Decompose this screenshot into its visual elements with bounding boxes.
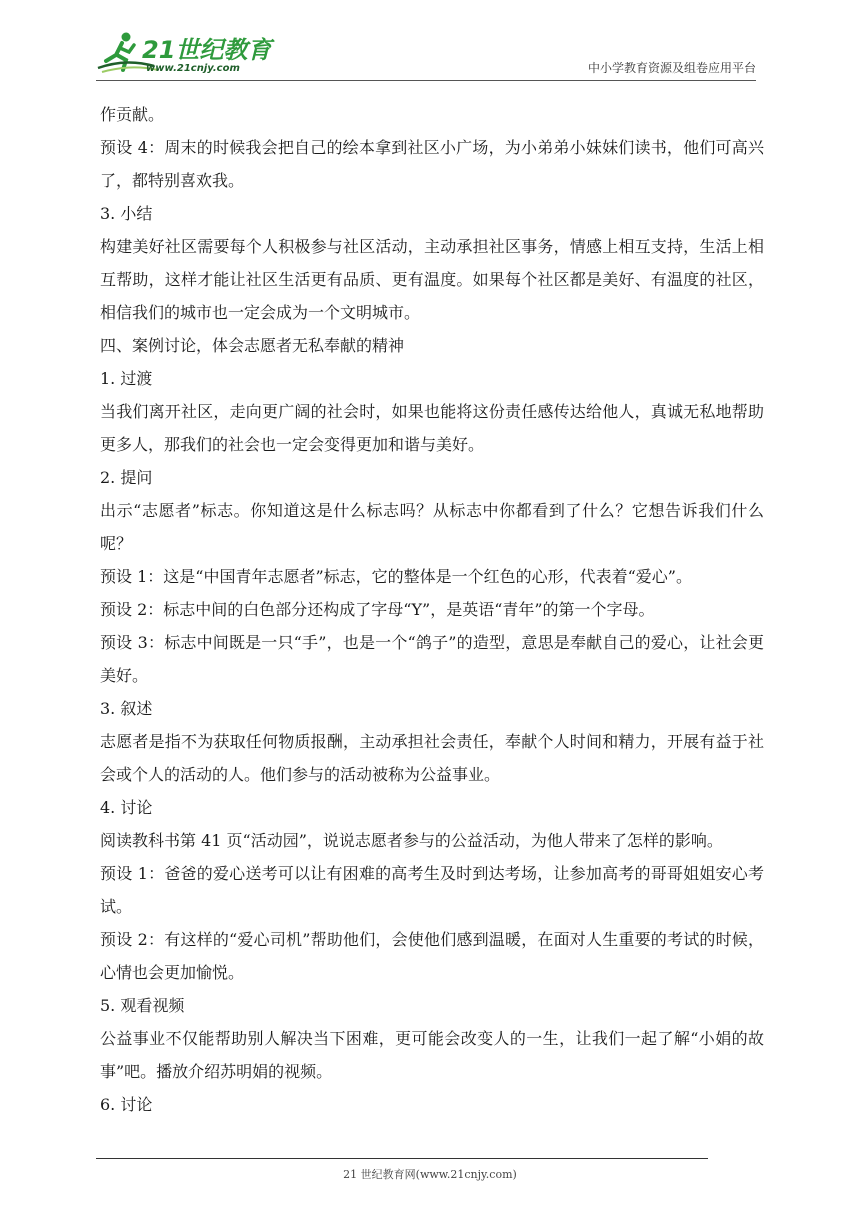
paragraph: 阅读教科书第 41 页“活动园”，说说志愿者参与的公益活动，为他人带来了怎样的影响。	[100, 831, 723, 850]
section-heading: 2. 提问	[100, 468, 153, 487]
header-divider	[96, 80, 756, 81]
paragraph: 预设 4：周末的时候我会把自己的绘本拿到社区小广场，为小弟弟小妹妹们读书，他们可高兴了，都特别喜欢我。	[100, 138, 764, 190]
paragraph: 预设 2：标志中间的白色部分还构成了字母“Y”，是英语“青年”的第一个字母。	[100, 600, 655, 619]
paragraph: 预设 3：标志中间既是一只“手”，也是一个“鸽子”的造型，意思是奉献自己的爱心，让社会更美好。	[100, 633, 764, 685]
svg-text:21世纪教育: 21世纪教育	[142, 36, 272, 64]
paragraph: 预设 1：爸爸的爱心送考可以让有困难的高考生及时到达考场，让参加高考的哥哥姐姐安心考试。	[100, 864, 764, 916]
site-logo	[96, 28, 276, 78]
page-footer: 21 世纪教育网(www.21cnjy.com)	[343, 1168, 517, 1181]
paragraph: 公益事业不仅能帮助别人解决当下困难，更可能会改变人的一生，让我们一起了解“小娟的故事”吧。播放介绍苏明娟的视频。	[100, 1029, 764, 1081]
section-heading: 5. 观看视频	[100, 996, 185, 1015]
paragraph: 预设 2：有这样的“爱心司机”帮助他们，会使他们感到温暖，在面对人生重要的考试的时候，心情也会更加愉悦。	[100, 930, 764, 982]
site-tagline: 中小学教育资源及组卷应用平台	[587, 61, 756, 75]
paragraph: 志愿者是指不为获取任何物质报酬，主动承担社会责任，奉献个人时间和精力，开展有益于社会或个人的活动的人。他们参与的活动被称为公益事业。	[100, 732, 764, 784]
section-heading: 4. 讨论	[100, 798, 153, 817]
section-heading: 6. 讨论	[100, 1095, 153, 1114]
document-body	[100, 98, 764, 1121]
section-heading: 四、案例讨论，体会志愿者无私奉献的精神	[100, 336, 405, 355]
paragraph: 构建美好社区需要每个人积极参与社区活动，主动承担社区事务，情感上相互支持，生活上相互帮助，这样才能让社区生活更有品质、更有温度。如果每个社区都是美好、有温度的社区，相信我们的城市也一定会成为一个文明城市。	[100, 237, 764, 322]
section-heading: 3. 叙述	[100, 699, 153, 718]
paragraph: 出示“志愿者”标志。你知道这是什么标志吗？从标志中你都看到了什么？它想告诉我们什么呢？	[100, 501, 764, 553]
paragraph: 当我们离开社区，走向更广阔的社会时，如果也能将这份责任感传达给他人，真诚无私地帮助更多人，那我们的社会也一定会变得更加和谐与美好。	[100, 402, 764, 454]
page-header	[96, 28, 756, 80]
section-heading: 3. 小结	[100, 204, 153, 223]
footer-divider	[96, 1158, 708, 1159]
section-heading: 1. 过渡	[100, 369, 153, 388]
paragraph: 作贡献。	[100, 105, 165, 124]
svg-text:www.21cnjy.com: www.21cnjy.com	[146, 63, 240, 74]
paragraph: 预设 1：这是“中国青年志愿者”标志，它的整体是一个红色的心形，代表着“爱心”。	[100, 567, 692, 586]
